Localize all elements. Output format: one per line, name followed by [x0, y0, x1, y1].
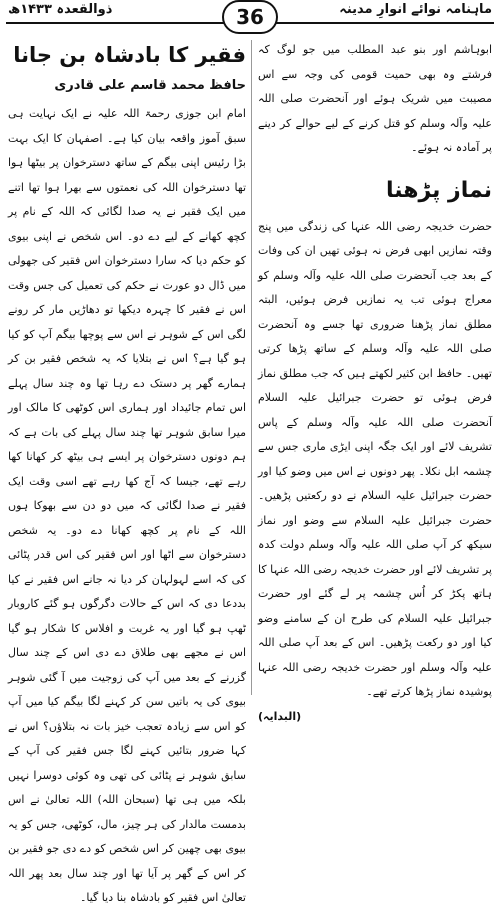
page-number: 36 [222, 0, 278, 34]
section-title: نماز پڑھنا [385, 177, 492, 203]
article-body: امام ابن جوزی رحمۃ اللہ علیہ نے ایک نہایت ہی سبق آموز واقعہ بیان کیا ہے۔ اصفہان کا ایک بہت بڑا رئیس اپنی بیگم کے ساتھ دسترخوان پر بیٹھا ہوا تھا دسترخوان اللہ کی نعمتوں سے بھرا ہوا تھا اتنے میں ایک فقیر نے یہ صدا لگائی کہ اللہ کے نام پر کچھ کھانے کے لیے دے دو۔ اس شخص نے اپنی بیوی کو حکم دیا کہ سارا دسترخوان اس فقیر کی جھولی میں ڈال دو عورت نے حکم کی تعمیل کی جس وقت اس نے فقیر کا چہرہ دیکھا تو دھاڑیں مار کر رونے لگی اس کے شوہر نے اس سے پوچھا بیگم آپ کو کیا ہو گیا ہے؟ اس نے بتلایا کہ یہ شخص فقیر بن کر ہمارے گھر پر دستک دے رہا تھا وہ چند سال پہلے اس تمام جائیداد اور ہماری اس کوٹھی کا مالک اور میرا سابق شوہر تھا چند سال پہلے کی بات ہے کہ ہم دونوں دسترخوان پر ایسے ہی بیٹھ کر کھانا کھا رہے تھے، جیسا کہ آج کھا رہے تھے اسی وقت ایک فقیر نے صدا لگائی کہ میں دو دن سے بھوکا ہوں اللہ کے نام پر کچھ کھانا دے دو۔ یہ شخص دسترخوان سے اٹھا اور اس فقیر کی اس قدر پٹائی کی کہ اسے لہولہان کر دیا نہ جانے اس فقیر نے کیا بددعا دی کہ اس کے حالات دگرگوں ہو گئے کاروبار ٹھپ ہو گیا اور یہ غربت و افلاس کا شکار ہو گیا اس نے مجھے بھی طلاق دے دی اس کے چند سال گزرنے کے بعد میں آپ کی زوجیت میں آ گئی شوہر بیوی کی یہ باتیں سن کر کہنے لگا بیگم کیا میں آپ کو اس سے زیادہ تعجب خیز بات نہ بتلاؤں؟ اس نے کہا ضرور بتائیں کہنے لگا جس فقیر کی آپ کے سابق شوہر نے پٹائی کی تھی وہ کوئی دوسرا نہیں بلکہ میں ہی تھا (سبحان اللہ) اللہ تعالیٰ نے اس بدمست مالدار کی ہر چیز، مال، کوٹھی، جس کو یہ بیوی بھی چھین کر اس شخص کو دے دی جو فقیر بن کر اس کے گھر پر آیا تھا اور چند سال بعد پھر اللہ تعالیٰ اس فقیر کو بادشاہ بنا دیا گیا۔ [8, 107, 246, 904]
article-title: فقیر کا بادشاہ بن جانا [13, 43, 246, 67]
column-divider [251, 40, 252, 695]
article-author: حافظ محمد قاسم علی قادری [54, 78, 246, 93]
left-column [8, 38, 246, 904]
continued-text: ابوہاشم اور بنو عبد المطلب میں جو لوگ کہ فرشتے وہ بھی حمیت قومی کی وجہ سے اس مصیبت میں شریک ہوئے اور آنحضرت صلی اللہ علیہ وآلہ وسلم کو قتل کرنے کے لیے حوالے کر دینے پر آمادہ نہ ہوئے۔ [258, 43, 492, 154]
section-body: حضرت خدیجہ رضی اللہ عنہا کی زندگی میں پنج وقتہ نمازیں ابھی فرض نہ ہوئی تھیں ان کی وفات کے بعد جب آنحضرت صلی اللہ علیہ وآلہ وسلم کو معراج ہوئی تب یہ نمازیں فرض ہوئیں، البتہ مطلق نماز پڑھنا ضروری تھا جسے وہ آنحضرت صلی اللہ علیہ وآلہ وسلم کے ساتھ پڑھا کرتی تھیں۔ حافظ ابن کثیر لکھتے ہیں کہ جب مطلق نماز فرض ہوئی تو حضرت جبرائیل علیہ السلام آنحضرت صلی اللہ علیہ وآلہ وسلم کے پاس تشریف لائے اور ایک جگہ اپنی ایڑی ماری جس سے چشمہ ابل نکلا۔ پھر دونوں نے اس میں وضو کیا اور حضرت جبرائیل علیہ السلام نے دو رکعتیں پڑھیں۔ حضرت جبرائیل علیہ السلام سے وضو اور نماز سیکھ کر آپ صلی اللہ علیہ وآلہ وسلم دولت کدہ پر تشریف لائے اور حضرت خدیجہ رضی اللہ عنہا کا ہاتھ پکڑ کر اُس چشمہ پر لے گئے اور حضرت جبرائیل علیہ السلام کی طرح ان کے سامنے وضو کیا اور دو رکعت پڑھیں۔ اس کے بعد آپ صلی اللہ علیہ وآلہ وسلم اور حضرت خدیجہ رضی اللہ عنہا پوشیدہ نماز پڑھا کرتے تھے۔ [258, 219, 492, 698]
page-header [0, 0, 500, 33]
right-column [258, 38, 492, 723]
reference-note: (البدایہ) [258, 709, 302, 723]
issue-date: ذوالقعدہ ۱۴۳۳ھ [8, 2, 113, 17]
magazine-name: ماہنامہ نوائے انوارِ مدینہ [339, 2, 492, 17]
